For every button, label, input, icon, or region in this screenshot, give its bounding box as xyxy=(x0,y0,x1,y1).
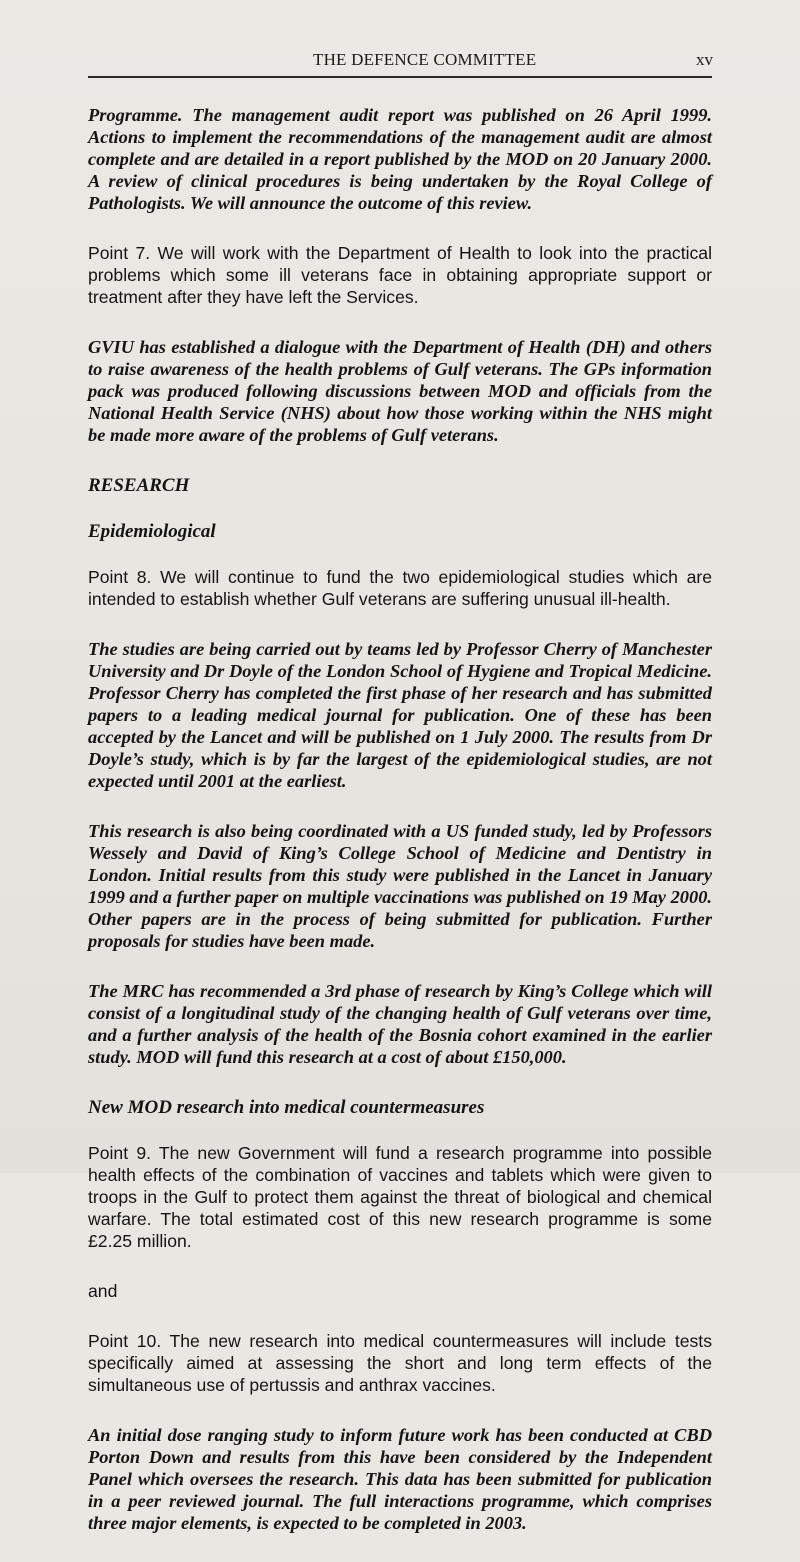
paragraph-dose-ranging-study: An initial dose ranging study to inform future work has been conducted at CBD Porton Down and results from this have been considered by the Independent Panel which oversees the research. This data has been submitted for publication in a peer reviewed journal. The full interactions programme, which comprises three major elements, is expected to be completed in 2003. xyxy=(88,1425,712,1533)
subheading-epidemiological: Epidemiological xyxy=(88,521,216,542)
paragraph-us-funded-study: This research is also being coordinated with a US funded study, led by Professors Wessely and David of King’s College School of Medicine and Dentistry in London. Initial results from this study were published in the Lancet in January 1999 and a further paper on multiple vaccinations was published on 19 May 2000. Other papers are in the process of being submitted for publication. Further proposals for studies have been made. xyxy=(88,821,712,951)
paragraph-point-8: Point 8. We will continue to fund the two epidemiological studies which are intended to establish whether Gulf veterans are suffering unusual ill-health. xyxy=(88,567,712,609)
running-title: THE DEFENCE COMMITTEE xyxy=(313,50,537,69)
paragraph-point-9: Point 9. The new Government will fund a research programme into possible health effects of the combination of vaccines and tablets which were given to troops in the Gulf to protect them against the threat of biological and chemical warfare. The total estimated cost of this new research programme is some £2.25 million. xyxy=(88,1143,712,1251)
paragraph-point-7: Point 7. We will work with the Department of Health to look into the practical problems which some ill veterans face in obtaining appropriate support or treatment after they have left the Services. xyxy=(88,243,712,307)
header-rule xyxy=(88,76,712,78)
paragraph-studies-teams: The studies are being carried out by teams led by Professor Cherry of Manchester University and Dr Doyle of the London School of Hygiene and Tropical Medicine. Professor Cherry has completed the first phase of her research and has submitted papers to a leading medical journal for publication. One of these has been accepted by the Lancet and will be published on 1 July 2000. The results from Dr Doyle’s study, which is by far the largest of the epidemiological studies, are not expected until 2001 at the earliest. xyxy=(88,639,712,791)
body-text xyxy=(88,104,712,1562)
page-header xyxy=(0,50,800,76)
section-heading-research: RESEARCH xyxy=(88,475,190,496)
paragraph-mrc-third-phase: The MRC has recommended a 3rd phase of research by King’s College which will consist of a longitudinal study of the changing health of Gulf veterans over time, and a further analysis of the health of the Bosnia cohort examined in the earlier study. MOD will fund this research at a cost of about £150,000. xyxy=(88,981,712,1067)
page-number: xv xyxy=(696,50,713,69)
subheading-new-mod-research: New MOD research into medical countermeasures xyxy=(88,1097,485,1118)
conjunction-and: and xyxy=(88,1281,118,1301)
paragraph-gviu-dialogue: GVIU has established a dialogue with the Department of Health (DH) and others to raise awareness of the health problems of Gulf veterans. The GPs information pack was produced following discussions between MOD and officials from the National Health Service (NHS) about how those working within the NHS might be made more aware of the problems of Gulf veterans. xyxy=(88,337,712,445)
paragraph-management-audit: Programme. The management audit report was published on 26 April 1999. Actions to implement the recommendations of the management audit are almost complete and are detailed in a report published by the MOD on 20 January 2000. A review of clinical procedures is being undertaken by the Royal College of Pathologists. We will announce the outcome of this review. xyxy=(88,105,712,213)
paragraph-point-10: Point 10. The new research into medical countermeasures will include tests specifically aimed at assessing the short and long term effects of the simultaneous use of pertussis and anthrax vaccines. xyxy=(88,1331,712,1395)
